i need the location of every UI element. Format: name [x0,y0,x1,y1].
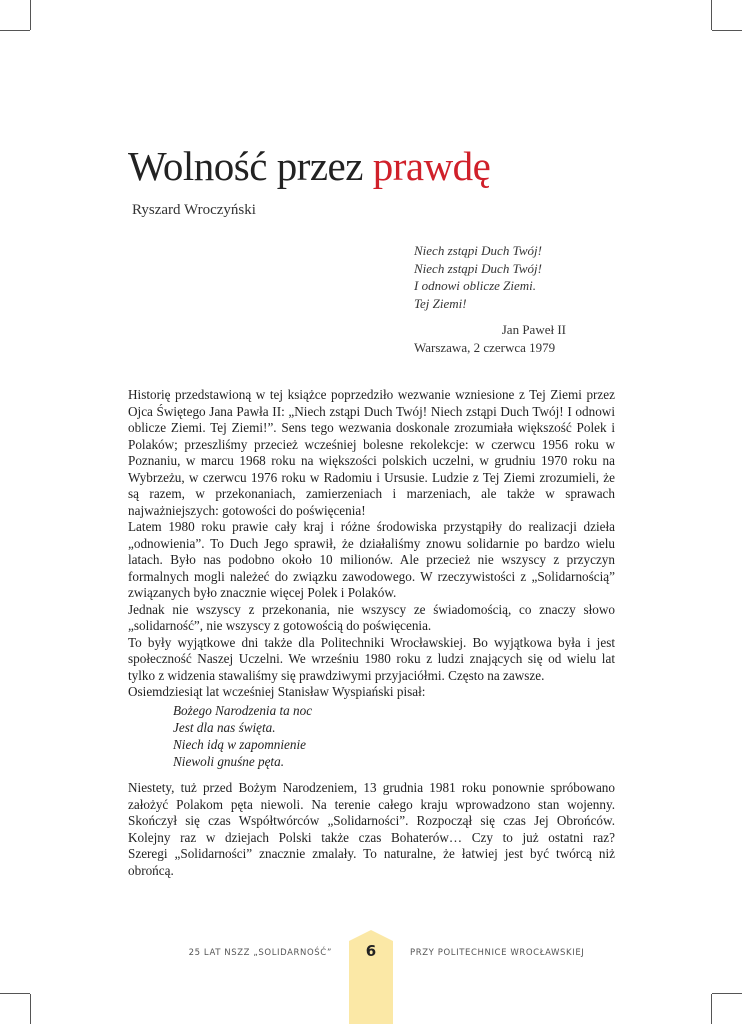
crop-mark-top-right-h [712,30,742,31]
poem-line: Niewoli gnuśne pęta. [173,754,284,769]
author-name: Ryszard Wroczyński [132,202,256,218]
motto-line: Niech zstąpi Duch Twój! [414,243,542,258]
footer-left-text: 25 LAT NSZZ „SOLIDARNOŚĆ” [188,948,332,958]
crop-mark-bottom-right-h [712,993,742,994]
attribution-name: Jan Paweł II [501,322,566,337]
body-text-main [128,387,615,701]
paragraph: To były wyjątkowe dni także dla Politechniki Wrocławskiej. Bo wyjątkowa była i jest społeczność Naszej Uczelni. We wrześniu 1980 roku z ludzi znających się od wielu lat tylko z widzenia stawaliśmy się prawdziwymi przyjaciółmi. Często na zawsze. [128,634,615,683]
motto [414,242,584,312]
paragraph: Latem 1980 roku prawie cały kraj i różne środowiska przystąpiły do realizacji dzieła „odnowienia”. To Duch Jego sprawił, że działaliśmy znowu solidarnie po bardzo wielu latach. Było nas podobno około 10 milionów. Ale przecież nie wszyscy z przyczyn formalnych mogli należeć do związku zawodowego. W rzeczywistości z „Solidarnością” związanych było znacznie więcej Polek i Polaków. [128,519,615,600]
crop-mark-top-right [711,0,712,30]
page-number: 6 [365,942,377,960]
paragraph: Szeregi „Solidarności” znacznie zmalały. To naturalne, że łatwiej jest być twórcą niż obrońcą. [128,846,615,878]
poem-line: Bożego Narodzenia ta noc [173,703,313,718]
attribution-place: Warszawa, 2 czerwca 1979 [414,340,556,355]
paragraph: Osiemdziesiąt lat wcześniej Stanisław Wyspiański pisał: [128,684,426,699]
poem-line: Niech idą w zapomnienie [173,737,306,752]
crop-mark-bottom-right [711,994,712,1024]
footer-right-text: PRZY POLITECHNICE WROCŁAWSKIEJ [410,948,585,958]
motto-line: I odnowi oblicze Ziemi. [414,278,537,293]
paragraph: Historię przedstawioną w tej książce poprzedziło wezwanie wzniesione z Tej Ziemi przez Ojca Świętego Jana Pawła II: „Niech zstąpi Duch Twój! Niech zstąpi Duch Twój! I odnowi oblicze Ziemi. Tej Ziemi!”. Sens tego wezwania doskonale zrozumiała większość Polek i Polaków; przeszliśmy przecież wcześniej bolesne rekolekcje: w czerwcu 1956 roku w Poznaniu, w marcu 1968 roku na większości polskich uczelni, w grudniu 1970 roku na Wybrzeżu, w czerwcu 1976 roku w Radomiu i Ursusie. Ludzie z Tej Ziemi zrozumieli, że są razem, w przekonaniach, zamierzeniach i marzeniach, ale także w sprawach najważniejszych: gotowości do poświęcenia! [128,387,615,518]
paragraph: Jednak nie wszyscy z przekonania, nie wszyscy ze świadomością, co znaczy słowo „solidarność”, nie wszyscy z gotowością do poświęcenia. [128,601,615,633]
motto-line: Niech zstąpi Duch Twój! [414,260,542,276]
crop-mark-bottom-left [30,994,31,1024]
motto-line: Tej Ziemi! [414,295,467,311]
title-accent: prawdę [372,143,491,189]
poem-line: Jest dla nas święta. [173,720,276,735]
crop-mark-top-left [30,0,31,30]
title-main: Wolność przez [128,143,373,189]
crop-mark-top-left-h [0,30,30,31]
paragraph: Niestety, tuż przed Bożym Narodzeniem, 13 grudnia 1981 roku ponownie spróbowano założyć Polakom pęta niewoli. Na terenie całego kraju wprowadzono stan wojenny. Skończył się czas Współtwórców „Solidarności”. Rozpoczął się czas Jej Obrońców. Kolejny raz w dziejach Polski także czas Bohaterów… Czy to już ostatni raz? [128,780,615,845]
body-text-closing [128,780,615,879]
poem-quote [173,702,312,770]
page-title [128,140,490,192]
motto-attribution [414,321,566,357]
crop-mark-bottom-left-h [0,993,30,994]
